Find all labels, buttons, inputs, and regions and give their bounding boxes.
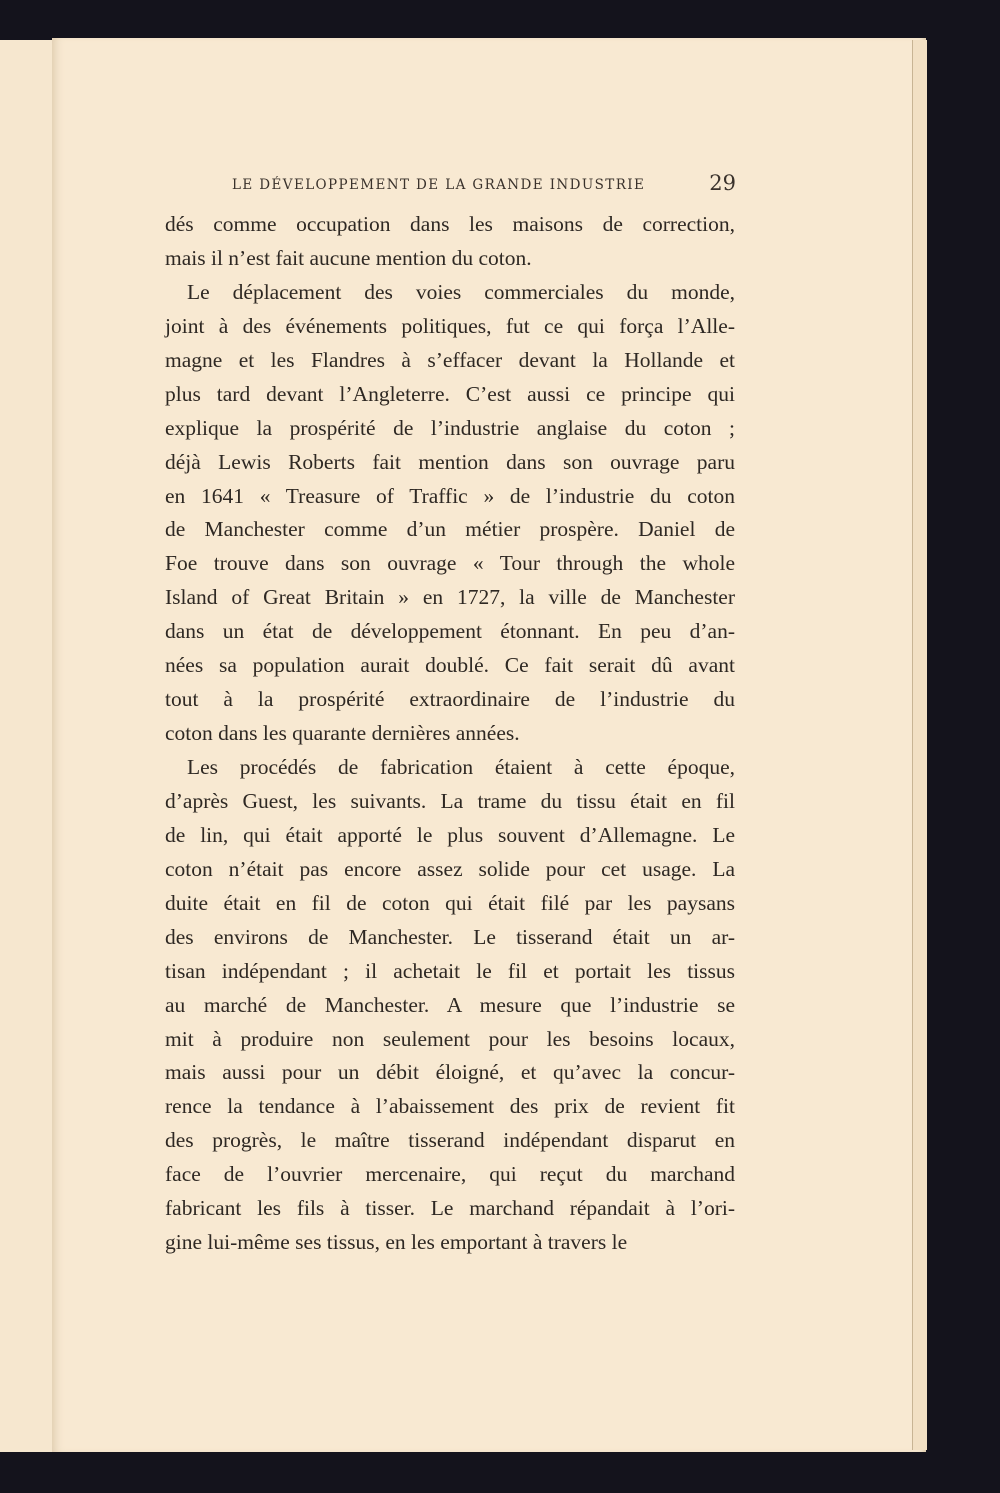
text-line: de lin, qui était apporté le plus souvent d’Allemagne. Le [165, 822, 735, 847]
text-line: coton n’était pas encore assez solide pour cet usage. La [165, 856, 735, 881]
text-line: gine lui-même ses tissus, en les emportant à travers le [165, 1230, 628, 1255]
facing-page-edge [0, 40, 53, 1452]
text-line: explique la prospérité de l’industrie anglaise du coton ; [165, 415, 735, 440]
page-stack-edge [912, 40, 927, 1450]
page-number: 29 [709, 171, 736, 195]
text-line: d’après Guest, les suivants. La trame du tissu était en fil [165, 788, 735, 813]
text-line: plus tard devant l’Angleterre. C’est aussi ce principe qui [165, 381, 735, 406]
text-line: Le déplacement des voies commerciales du monde, [187, 279, 735, 304]
text-line: duite était en fil de coton qui était filé par les paysans [165, 890, 735, 915]
text-line: au marché de Manchester. A mesure que l’industrie se [165, 992, 735, 1017]
text-line: magne et les Flandres à s’effacer devant la Hollande et [165, 347, 735, 372]
text-line: tisan indépendant ; il achetait le fil et portait les tissus [165, 958, 735, 983]
text-line: dés comme occupation dans les maisons de correction, [165, 212, 735, 236]
text-line: rence la tendance à l’abaissement des prix de revient fit [165, 1094, 735, 1119]
page-header [180, 171, 736, 199]
text-line: nées sa population aurait doublé. Ce fait serait dû avant [165, 653, 735, 678]
text-line: Les procédés de fabrication étaient à cette époque, [187, 755, 735, 779]
text-line: de Manchester comme d’un métier prospère. Daniel de [165, 517, 735, 542]
text-line: en 1641 « Treasure of Traffic » de l’industrie du coton [165, 483, 735, 508]
body-text [165, 208, 735, 1260]
text-line: mais aussi pour un débit éloigné, et qu’avec la concur- [165, 1060, 735, 1085]
text-line: coton dans les quarante dernières années. [165, 721, 520, 746]
text-line: des environs de Manchester. Le tisserand était un ar- [165, 924, 735, 949]
text-line: mais il n’est fait aucune mention du coton. [165, 245, 532, 270]
text-line: des progrès, le maître tisserand indépendant disparut en [165, 1128, 735, 1153]
text-line: mit à produire non seulement pour les besoins locaux, [165, 1026, 735, 1051]
text-line: dans un état de développement étonnant. En peu d’an- [165, 619, 735, 644]
running-title: LE DÉVELOPPEMENT DE LA GRANDE INDUSTRIE [232, 177, 646, 193]
text-line: tout à la prospérité extraordinaire de l’industrie du [165, 687, 735, 712]
text-line: Island of Great Britain » en 1727, la ville de Manchester [165, 585, 735, 610]
text-line: fabricant les fils à tisser. Le marchand répandait à l’ori- [165, 1196, 735, 1221]
text-line: déjà Lewis Roberts fait mention dans son ouvrage paru [165, 449, 735, 474]
text-line: Foe trouve dans son ouvrage « Tour through the whole [165, 551, 735, 576]
text-line: face de l’ouvrier mercenaire, qui reçut du marchand [165, 1162, 735, 1187]
text-line: joint à des événements politiques, fut ce qui força l’Alle- [165, 313, 735, 338]
